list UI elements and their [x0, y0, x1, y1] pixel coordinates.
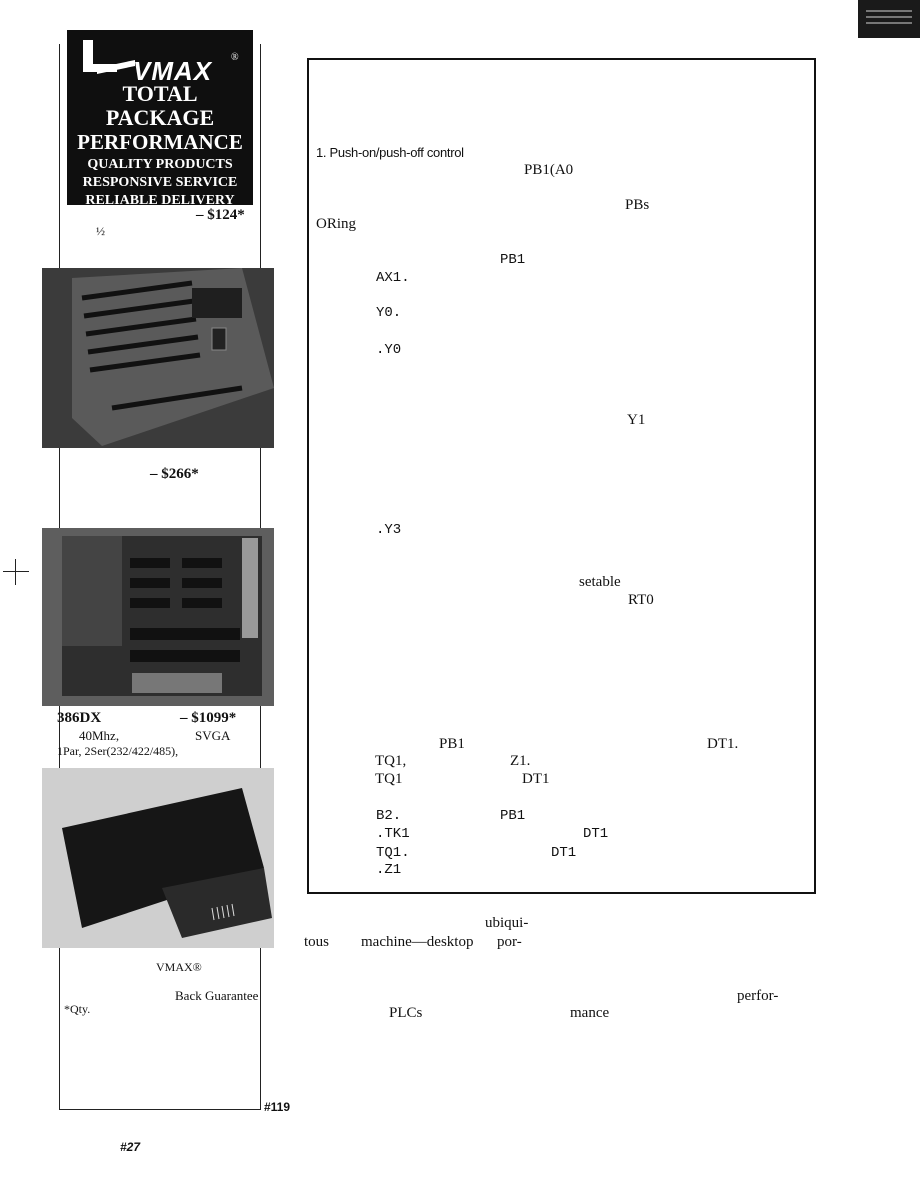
headline-package: PACKAGE	[105, 105, 215, 130]
item1-price: – $124*	[196, 207, 245, 223]
token-z1-b: .Z1	[376, 862, 402, 878]
token-pb1-b: PB1	[439, 736, 465, 752]
headline-total: TOTAL	[122, 81, 198, 106]
token-tq1-dot: TQ1.	[376, 845, 410, 861]
token-dot-y0: .Y0	[376, 342, 402, 358]
vmax-logo-icon	[77, 38, 137, 78]
crop-mark-vertical	[15, 559, 16, 585]
token-oring: ORing	[316, 216, 357, 232]
386-board-photo	[42, 528, 274, 706]
body-word-plcs: PLCs	[389, 1005, 423, 1021]
tagline-service: RESPONSIVE SERVICE	[82, 175, 238, 190]
body-word-ubiqui: ubiqui-	[485, 915, 529, 931]
listing-heading: 1. Push-on/push-off control	[316, 145, 464, 160]
token-setable: setable	[579, 574, 621, 590]
token-y0: Y0.	[376, 305, 402, 321]
token-dot-y3: .Y3	[376, 522, 402, 538]
token-pbs: PBs	[625, 197, 650, 213]
token-tq1: TQ1	[375, 771, 403, 787]
body-word-machine: machine—desktop	[361, 934, 474, 950]
crop-mark-horizontal	[3, 571, 29, 572]
body-word-mance: mance	[570, 1005, 610, 1021]
brand-reg-line: VMAX®	[156, 960, 202, 974]
registered-mark: ®	[231, 52, 239, 63]
token-dt1-b: DT1	[522, 771, 550, 787]
vmax-brand: VMAX	[133, 56, 213, 86]
guarantee-text: Back Guarantee	[175, 988, 259, 1003]
item3-price: – $1099*	[180, 710, 237, 726]
token-tk1: .TK1	[376, 826, 410, 842]
body-word-perfor: perfor-	[737, 988, 779, 1004]
item3-video: SVGA	[195, 728, 231, 743]
token-b2: B2.	[376, 808, 402, 824]
item2-price: – $266*	[150, 466, 199, 482]
corner-tab	[858, 0, 920, 38]
token-z1-a: Z1.	[510, 753, 531, 769]
token-dt1-d: DT1	[551, 845, 577, 861]
token-pb1-a0: PB1(A0	[524, 162, 574, 178]
item3-io: 1Par, 2Ser(232/422/485),	[57, 744, 179, 758]
tagline-quality: QUALITY PRODUCTS	[87, 157, 233, 172]
token-ax1: AX1.	[376, 270, 410, 286]
token-tq1-comma: TQ1,	[375, 753, 407, 769]
body-word-por: por-	[497, 934, 522, 950]
vmax-logo-box	[67, 30, 253, 208]
tagline-delivery: RELIABLE DELIVERY	[85, 193, 235, 208]
headline-performance: PERFORMANCE	[77, 130, 243, 154]
enclosure-photo	[42, 768, 274, 948]
token-pb1-a: PB1	[500, 252, 526, 268]
token-pb1-c: PB1	[500, 808, 526, 824]
reader-service-number: #119	[264, 1100, 291, 1114]
body-word-tous: tous	[304, 934, 330, 950]
item3-cpu: 386DX	[57, 710, 102, 726]
qty-note: *Qty.	[64, 1002, 91, 1016]
token-rt0: RT0	[628, 592, 654, 608]
item1-fraction: ½	[96, 224, 105, 238]
token-dt1-c: DT1	[583, 826, 609, 842]
token-y1: Y1	[627, 412, 646, 428]
item3-speed: 40Mhz,	[79, 728, 120, 743]
token-dt1-a: DT1.	[707, 736, 739, 752]
page-reference: #27	[120, 1140, 141, 1154]
memory-board-photo	[42, 268, 274, 448]
